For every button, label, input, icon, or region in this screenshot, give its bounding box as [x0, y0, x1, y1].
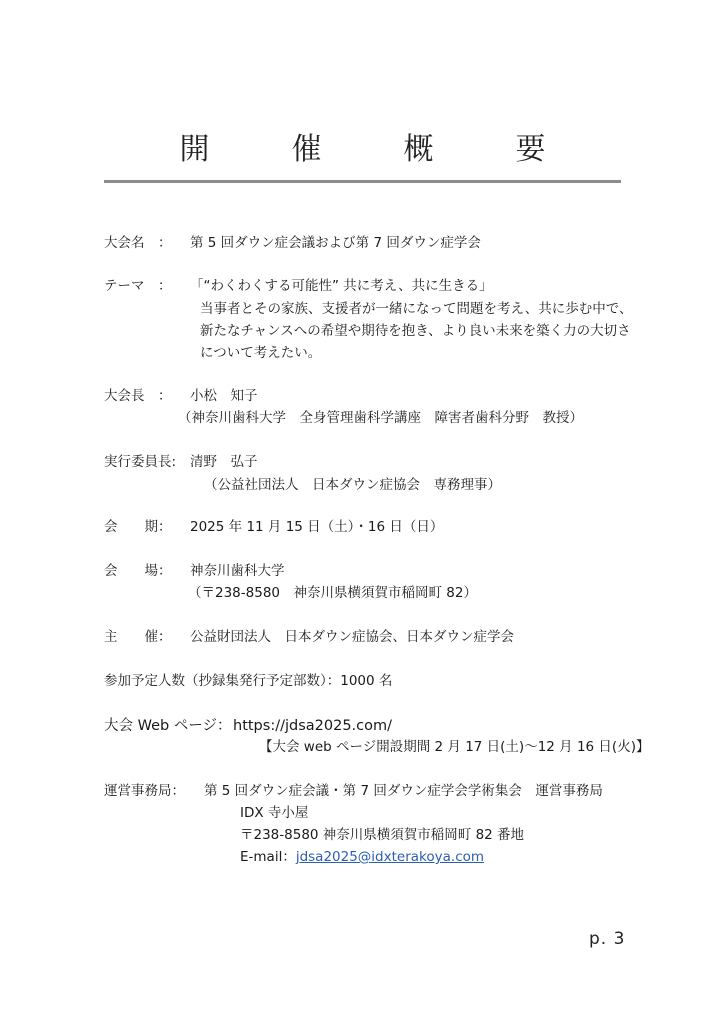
- host-label: 主 催：: [104, 629, 172, 645]
- president-label: 大会長 ：: [104, 388, 172, 404]
- venue-name: 神奈川歯科大学: [190, 563, 285, 579]
- president-name: 小松 知子: [190, 388, 258, 404]
- page-title: 開 催 概 要: [179, 132, 572, 167]
- web-label: 大会 Web ページ：: [104, 718, 232, 734]
- office-email-link[interactable]: jdsa2025@idxterakoya.com: [295, 849, 485, 865]
- office-address: 〒238-8580 神奈川県横須賀市稲岡町 82 番地: [240, 827, 525, 843]
- chair-label: 実行委員長:: [104, 454, 177, 470]
- office-name: 第 5 回ダウン症会議・第 7 回ダウン症学会学術集会 運営事務局: [204, 783, 603, 799]
- theme-label: テーマ ：: [104, 278, 172, 294]
- theme-description-line2: 新たなチャンスへの希望や期待を抱き、より良い未来を築く力の大切さ: [200, 323, 631, 339]
- page-number: p. 3: [589, 929, 626, 949]
- web-open-period: 【大会 web ページ開設期間 2 月 17 日(土)〜12 月 16 日(火)】: [259, 739, 650, 755]
- office-company: IDX 寺小屋: [240, 805, 309, 821]
- office-email-row: [240, 848, 484, 866]
- president-affiliation: （神奈川歯科大学 全身管理歯科学講座 障害者歯科分野 教授）: [178, 410, 583, 426]
- theme-title: 「“わくわくする可能性” 共に考え、共に生きる」: [190, 278, 493, 294]
- host-value: 公益財団法人 日本ダウン症協会、日本ダウン症学会: [190, 629, 514, 645]
- title-divider: [104, 180, 621, 183]
- theme-description-line1: 当事者とその家族、支援者が一緒になって問題を考え、共に歩む中で、: [200, 301, 633, 317]
- chair-affiliation: （公益社団法人 日本ダウン症協会 専務理事）: [204, 477, 501, 493]
- venue-label: 会 場：: [104, 563, 172, 579]
- office-label: 運営事務局：: [104, 783, 185, 799]
- period-value: 2025 年 11 月 15 日（土）・16 日（日）: [190, 519, 444, 535]
- theme-description-line3: について考えたい。: [200, 345, 322, 361]
- chair-name: 清野 弘子: [190, 454, 258, 470]
- taikaimei-value: 第 5 回ダウン症会議および第 7 回ダウン症学会: [190, 235, 481, 251]
- venue-address: （〒238-8580 神奈川県横須賀市稲岡町 82）: [188, 585, 477, 601]
- taikaimei-label: 大会名 ：: [104, 235, 172, 251]
- attendance-text: 参加予定人数（抄録集発行予定部数）：1000 名: [104, 673, 393, 689]
- web-url[interactable]: https://jdsa2025.com/: [233, 718, 393, 734]
- office-email-label: E-mail：: [240, 849, 296, 865]
- period-label: 会 期：: [104, 519, 172, 535]
